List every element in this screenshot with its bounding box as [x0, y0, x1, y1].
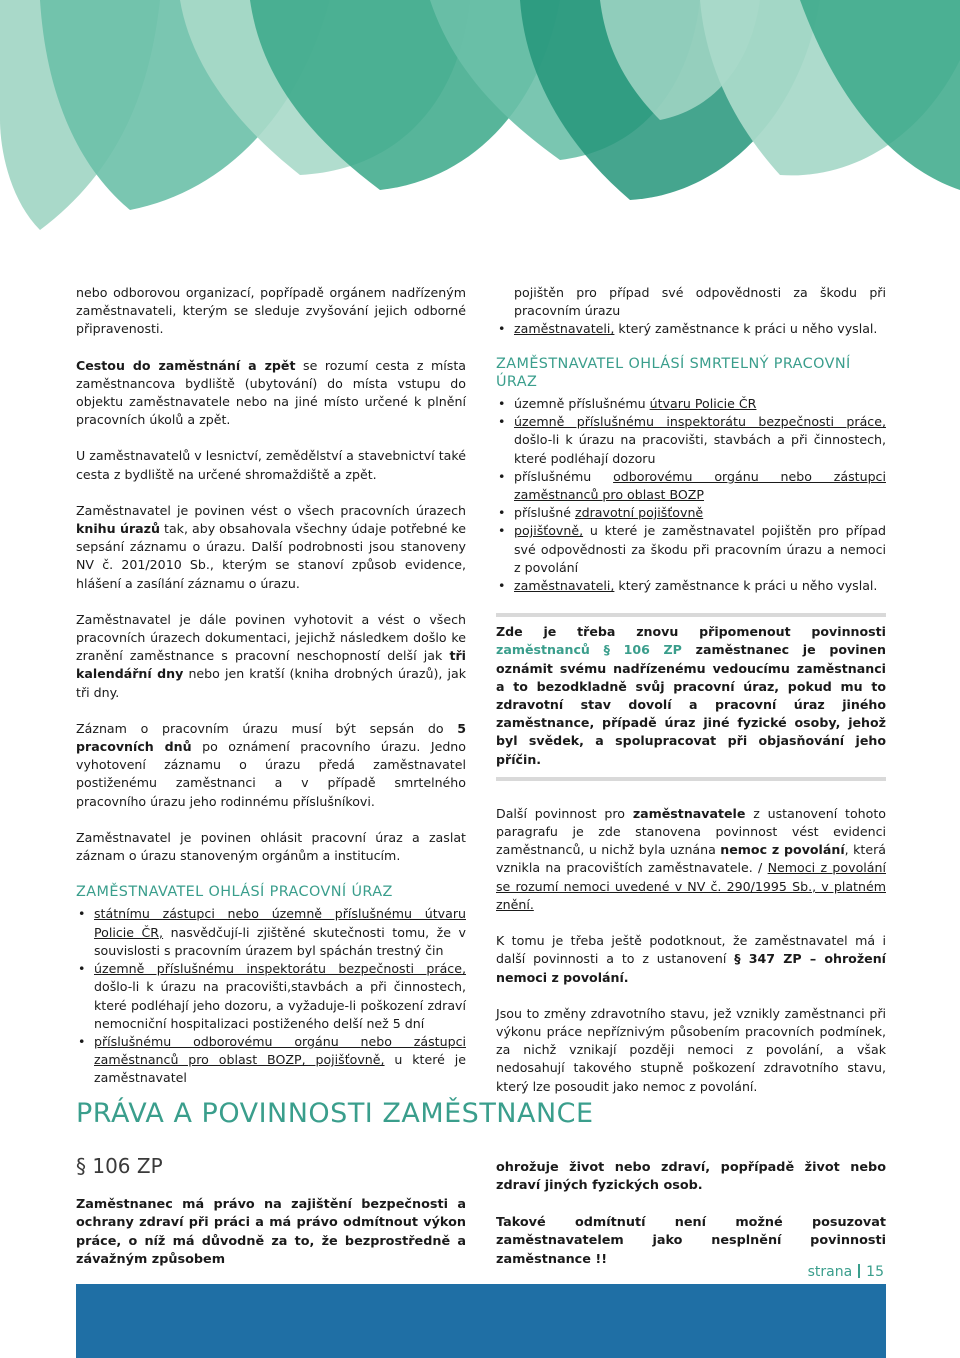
paragraph: Jsou to změny zdravotního stavu, jež vznikly zaměstnanci při výkonu práce nepříznivým působením pracovních podmínek, za nichž vznikají později nemoci z povolání, a však nedosahují takového stupně poškození zdravotního stavu, který lze posoudit jako nemoc z povolání. [496, 1005, 886, 1094]
paragraph: Zaměstnanec má právo na zajištění bezpečnosti a ochrany zdraví při práci a má právo odmítnout výkon práce, o níž má důvodně za to, že bezprostředně a závažným způsobem [76, 1197, 466, 1268]
list-item: • územně příslušnému útvaru Policie ČR [496, 395, 886, 413]
list-item: • státnímu zástupci nebo územně příslušnému útvaru Policie ČR, nasvědčují-li zjištěné skutečnosti tomu, že v souvislosti s pracovním úrazem byl spáchán trestný čin [76, 905, 466, 960]
list-item: • pojišťovně, u které je zaměstnavatel pojištěn pro případ své odpovědnosti za škodu při pracovním úrazu a nemoci z povolání [496, 522, 886, 577]
section-heading: ZAMĚSTNAVATEL OHLÁSÍ SMRTELNÝ PRACOVNÍ ÚRAZ [496, 355, 851, 390]
paragraph: Záznam o pracovním úrazu musí být sepsán do 5 pracovních dnů po oznámení pracovního úrazu. Jedno vyhotovení záznamu o úrazu předá zaměstnavatel postiženému zaměstnanci a v případě smrtelného pracovního úrazu jeho rodinnému příslušníkovi. [76, 720, 466, 809]
page-number: strana 15 [807, 1264, 884, 1280]
paragraph: K tomu je třeba ještě podotknout, že zaměstnavatel má i další povinnosti a to z ustanovení § 347 ZP – ohrožení nemoci z povolání. [496, 933, 886, 985]
section-title: PRÁVA A POVINNOSTI ZAMĚSTNANCE [76, 1098, 594, 1129]
paragraph: Cestou do zaměstnání a zpět se rozumí cesta z místa zaměstnancova bydliště (ubytování) do místa vstupu do objektu zaměstnavatele nebo na jiné místo určené k plnění pracovních úkolů a zpět. [76, 357, 466, 428]
list-item: • územně příslušnému inspektorátu bezpečnosti práce, došlo-li k úrazu na pracovišti, stavbách a při činnostech, které podléhají dozoru [496, 413, 886, 468]
list-item: • územně příslušnému inspektorátu bezpečnosti práce, došlo-li k úrazu na pracovišti,stavbách a při činnostech, které podléhají jeho dozoru, a vyžaduje-li poškození zdraví nemocniční hospitalizaci postiženého delší než 5 dní [76, 960, 466, 1033]
bullet-list [496, 395, 886, 595]
bullet-list [496, 320, 886, 338]
bullet-list [76, 905, 466, 1087]
paragraph: Zde je třeba znovu připomenout povinnosti zaměstnanců § 106 ZP zaměstnanec je povinen oznámit svému nadřízenému vedoucímu zaměstnanci a to bezodkladně svůj pracovní úraz, pokud mu to zdravotní stav dovolí a pracovní úraz jiného zaměstnance, případě úraz jiné fyzické osoby, jehož byl svědek, a spolupracovat při objasňování jeho příčin. [496, 624, 886, 767]
decorative-leaf-pattern [0, 0, 960, 240]
section-subtitle: § 106 ZP [76, 1154, 163, 1178]
paragraph: Zaměstnavatel je povinen ohlásit pracovní úraz a zaslat záznam o úrazu stanoveným orgánům a institucím. [76, 829, 466, 864]
list-item: • zaměstnavateli, který zaměstnance k práci u něho vyslal. [496, 320, 886, 338]
footer-bar [76, 1284, 886, 1358]
paragraph: nebo odborovou organizací, popřípadě orgánem nadřízeným zaměstnavateli, kterým se sleduje zvyšování jejich odborné připravenosti. [76, 285, 466, 337]
paragraph: ohrožuje život nebo zdraví, popřípadě život nebo zdraví jiných fyzických osob. [496, 1160, 886, 1194]
list-item: • příslušnému odborovému orgánu nebo zástupci zaměstnanců pro oblast BOZP [496, 468, 886, 504]
left-column [76, 284, 466, 1106]
list-item: • zaměstnavateli, který zaměstnance k práci u něho vyslal. [496, 577, 886, 595]
paragraph: Zaměstnavatel je dále povinen vyhotovit a vést o všech pracovních úrazech dokumentaci, jejichž následkem došlo ke zranění zaměstnance s pracovní neschopností delší jak tři kalendářní dny nebo jen kratší (kniha drobných úrazů), jak tři dny. [76, 611, 466, 700]
paragraph: Další povinnost pro zaměstnavatele z ustanovení tohoto paragrafu je zde stanovena povinnost vést evidenci zaměstnanců, u nichž byla uznána nemoc z povolání, která vznikla na pracovištích zaměstnavatele. / Nemoci z povolání se rozumí nemoci uvedené v NV č. 290/1995 Sb., v platném znění. [496, 805, 886, 912]
paragraph: U zaměstnavatelů v lesnictví, zemědělství a stavebnictví také cesta z bydliště na určené shromaždiště a zpět. [76, 448, 466, 482]
right-column [496, 284, 886, 1114]
section-heading: ZAMĚSTNAVATEL OHLÁSÍ PRACOVNÍ ÚRAZ [76, 884, 393, 901]
list-continuation: pojištěn pro případ své odpovědnosti za škodu při pracovním úrazu [514, 285, 886, 319]
list-item: • příslušnému odborovému orgánu nebo zástupci zaměstnanců pro oblast BOZP, pojišťovně, u které je zaměstnavatel [76, 1033, 466, 1088]
paragraph: Takové odmítnutí není možné posuzovat zaměstnavatelem jako nesplnění povinnosti zaměstnance !! [496, 1215, 886, 1267]
highlight-box [496, 613, 886, 781]
list-item: • příslušné zdravotní pojišťovně [496, 504, 886, 522]
paragraph: Zaměstnavatel je povinen vést o všech pracovních úrazech knihu úrazů tak, aby obsahovala všechny údaje potřebné ke sepsání záznamu o úrazu. Další podrobnosti jsou stanoveny NV č. 201/2010 Sb., kterým se stanoví způsob evidence, hlášení a zasílání záznamu o úrazu. [76, 502, 466, 591]
